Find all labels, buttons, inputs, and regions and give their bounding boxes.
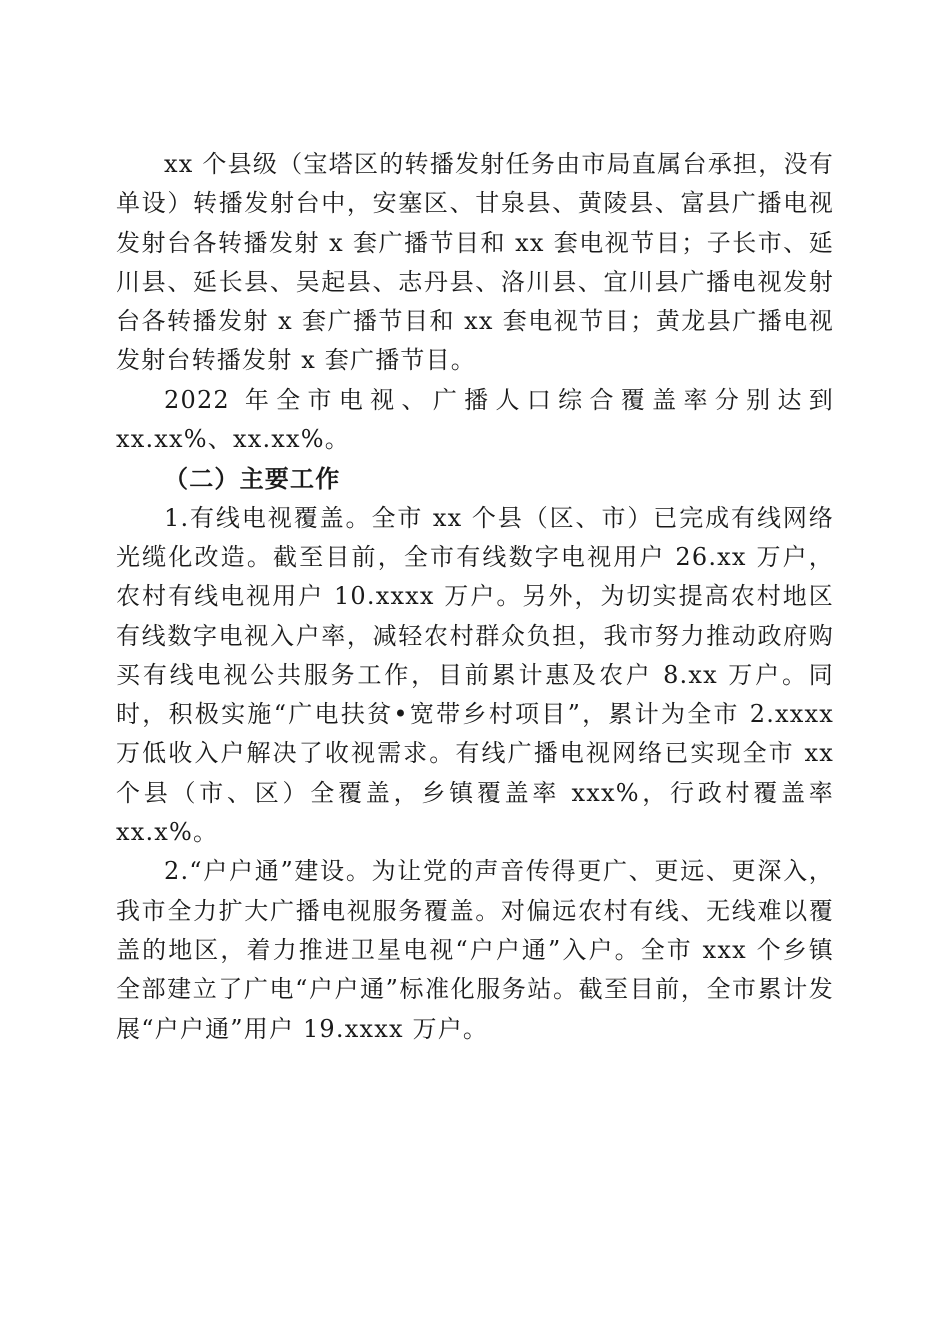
paragraph-huhutong-construction: 2.“户户通”建设。为让党的声音传得更广、更远、更深入，我市全力扩大广播电视服务覆盖。对偏远农村有线、无线难以覆盖的地区，着力推进卫星电视“户户通”入户。全市 xxx 个乡镇全部建立了广电“户户通”标准化服务站。截至目前，全市累计发展“户户通”用户 19.xxxx 万户。 (116, 857, 834, 1043)
paragraph-transmitter-stations: xx 个县级（宝塔区的转播发射任务由市局直属台承担，没有单设）转播发射台中，安塞区、甘泉县、黄陵县、富县广播电视发射台各转播发射 x 套广播节目和 xx 套电视节目；子长市、延川县、延长县、吴起县、志丹县、洛川县、宜川县广播电视发射台各转播发射 x 套广播节目和 xx 套电视节目；黄龙县广播电视发射台转播发射 x 套广播节目。 (116, 150, 834, 375)
paragraph-coverage-rate: 2022 年全市电视、广播人口综合覆盖率分别达到 xx.xx%、xx.xx%。 (116, 385, 834, 454)
section-heading-main-work: （二）主要工作 (164, 464, 341, 494)
document-body (116, 145, 834, 1049)
paragraph-cable-tv-coverage: 1.有线电视覆盖。全市 xx 个县（区、市）已完成有线网络光缆化改造。截至目前，全市有线数字电视用户 26.xx 万户，农村有线电视用户 10.xxxx 万户。另外，为切实提高农村地区有线数字电视入户率，减轻农村群众负担，我市努力推动政府购买有线电视公共服务工作，目前累计惠及农户 8.xx 万户。同时，积极实施“广电扶贫•宽带乡村项目”，累计为全市 2.xxxx 万低收入户解决了收视需求。有线广播电视网络已实现全市 xx 个县（市、区）全覆盖，乡镇覆盖率 xxx%，行政村覆盖率 xx.x%。 (116, 503, 834, 847)
